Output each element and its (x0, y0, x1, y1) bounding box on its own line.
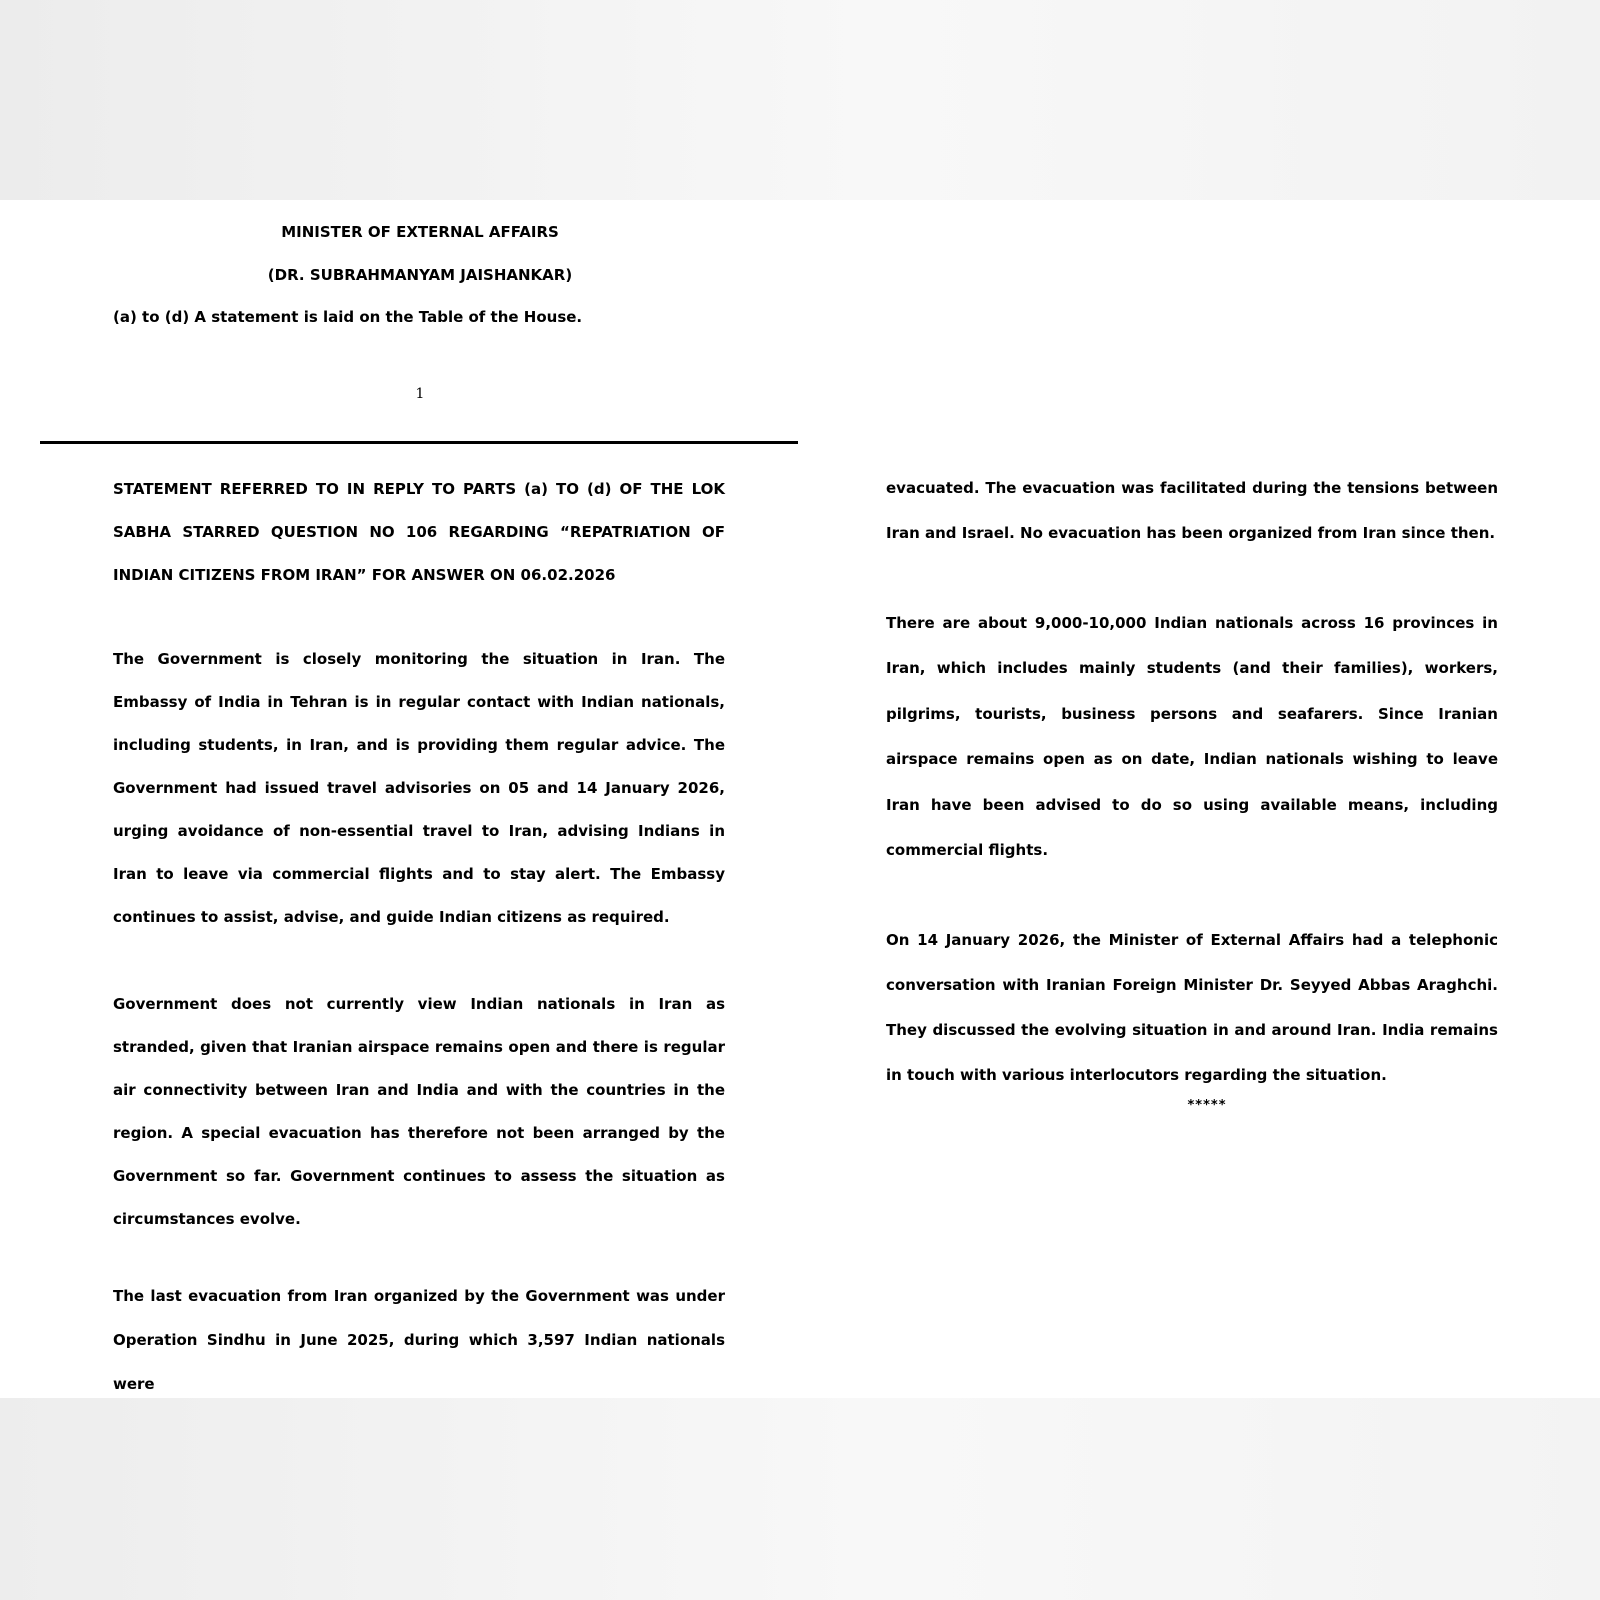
background-top (0, 0, 1600, 200)
paragraph-not-stranded: Government does not currently view Indian nationals in Iran as stranded, given that Iranian airspace remains open and there is regular air connectivity between Iran and India and with the countries in the region. A special evacuation has therefore not been arranged by the Government so far. Government continues to assess the situation as circumstances evolve. (113, 995, 725, 1228)
minister-name: (DR. SUBRAHMANYAM JAISHANKAR) (267, 266, 573, 284)
page-number: 1 (415, 386, 425, 402)
paragraph-telephonic-conversation: On 14 January 2026, the Minister of External Affairs had a telephonic conversation with Iranian Foreign Minister Dr. Seyyed Abbas Araghchi. They discussed the evolving situation in and around Iran. India remains in touch with various interlocutors regarding the situation. (886, 931, 1498, 1084)
paragraph-indian-nationals: There are about 9,000-10,000 Indian nationals across 16 provinces in Iran, which includes mainly students (and their families), workers, pilgrims, tourists, business persons and seafarers. Since Iranian airspace remains open as on date, Indian nationals wishing to leave Iran have been advised to do so using available means, including commercial flights. (886, 614, 1498, 860)
background-bottom (0, 1398, 1600, 1600)
minister-title: MINISTER OF EXTERNAL AFFAIRS (281, 223, 559, 241)
answer-line: (a) to (d) A statement is laid on the Table of the House. (113, 308, 583, 326)
statement-heading: STATEMENT REFERRED TO IN REPLY TO PARTS (a) TO (d) OF THE LOK SABHA STARRED QUESTION NO 106 REGARDING “REPATRIATION OF INDIAN CITIZENS FROM IRAN” FOR ANSWER ON 06.02.2026 (113, 480, 725, 584)
paragraph-last-evacuation: The last evacuation from Iran organized by the Government was under Operation Sindhu in June 2025, during which 3,597 Indian nationals were (113, 1287, 725, 1393)
paragraph-monitoring: The Government is closely monitoring the situation in Iran. The Embassy of India in Tehran is in regular contact with Indian nationals, including students, in Iran, and is providing them regular advice. The Government had issued travel advisories on 05 and 14 January 2026, urging avoidance of non-essential travel to Iran, advising Indians in Iran to leave via commercial flights and to stay alert. The Embassy continues to assist, advise, and guide Indian citizens as required. (113, 650, 725, 926)
document-page (0, 200, 1600, 1398)
end-of-statement-mark: ***** (1187, 1098, 1227, 1113)
paragraph-evacuation-continued: evacuated. The evacuation was facilitated during the tensions between Iran and Israel. No evacuation has been organized from Iran since then. (886, 479, 1498, 542)
page-divider (40, 441, 798, 444)
